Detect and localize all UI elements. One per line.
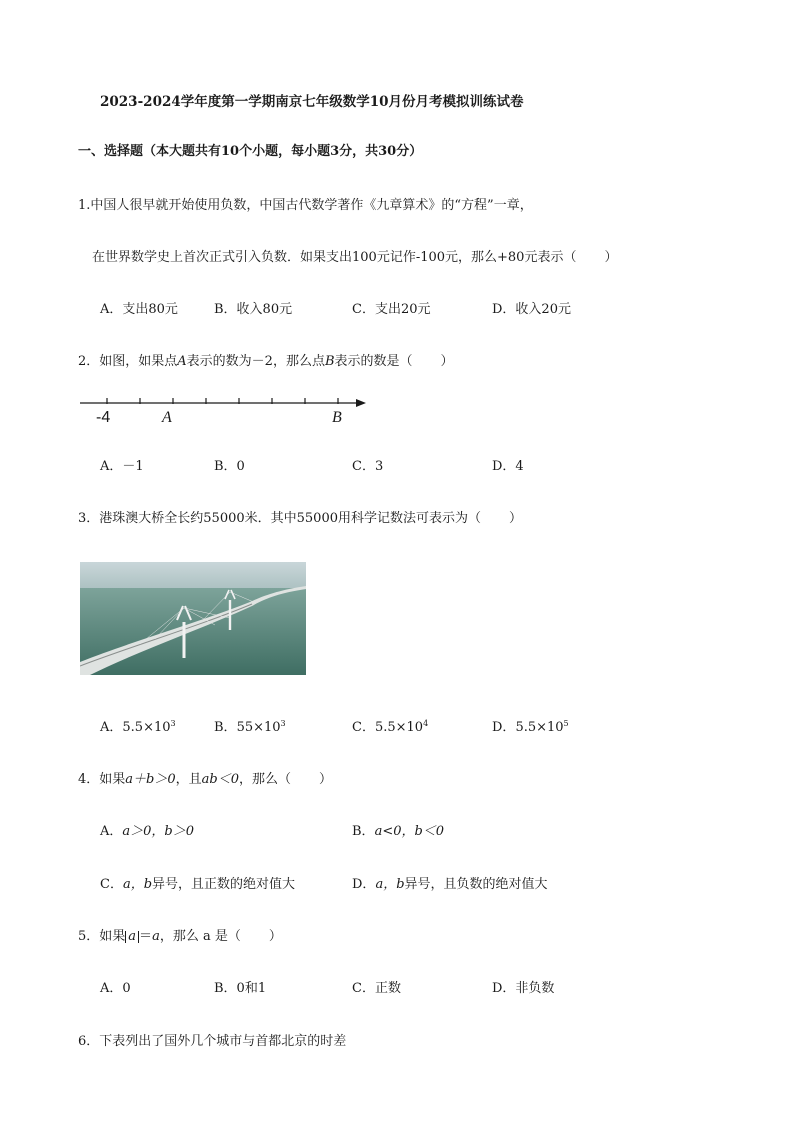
q1-line1: 1.中国人很早就开始使用负数，中国古代数学著作《九章算术》的“方程”一章， bbox=[78, 198, 533, 213]
q3-option-b bbox=[214, 716, 286, 735]
q3-option-d-exp: 5 bbox=[563, 719, 569, 728]
q2-var-a: A bbox=[177, 354, 187, 369]
q2-option-b: B．0 bbox=[214, 459, 245, 474]
q5-rhs: a bbox=[152, 929, 160, 944]
q5-tail: ，那么 a 是（ bbox=[159, 929, 241, 944]
q3-option-b-base: 55×10 bbox=[236, 720, 281, 735]
q2-mid: 表示的数为－2，那么点 bbox=[186, 354, 325, 369]
q2-var-b: B bbox=[324, 354, 335, 369]
q4-option-b bbox=[352, 820, 444, 839]
q1-line2 bbox=[92, 246, 617, 265]
numline-label-a: A bbox=[162, 409, 172, 426]
q2-stem bbox=[78, 350, 454, 369]
q5-option-b: B．0和1 bbox=[214, 981, 267, 996]
q3-option-b-exp: 3 bbox=[280, 719, 286, 728]
q4-option-d bbox=[352, 873, 548, 892]
q2-tail: 表示的数是（ bbox=[334, 354, 413, 369]
q1-line2-text: 在世界数学史上首次正式引入负数．如果支出100元记作-100元，那么+80元表示（ bbox=[92, 250, 577, 265]
q4-close-paren: ） bbox=[319, 772, 333, 787]
number-line-figure bbox=[78, 392, 378, 432]
q4-option-d-label: D． bbox=[352, 877, 376, 892]
q4-option-d-math: a，b bbox=[375, 877, 405, 892]
q1-option-a: A．支出80元 bbox=[100, 302, 178, 317]
q1-option-c: C．支出20元 bbox=[352, 302, 431, 317]
q5-option-d: D．非负数 bbox=[492, 981, 555, 996]
q4-option-a bbox=[100, 820, 194, 839]
q4-condition-sum: a＋b＞0 bbox=[125, 772, 176, 787]
q5-eq: ＝ bbox=[139, 929, 153, 944]
q5-close-paren: ） bbox=[268, 929, 282, 944]
q2-option-d: D．4 bbox=[492, 459, 524, 474]
q4-option-d-text: 异号，且负数的绝对值大 bbox=[404, 877, 548, 892]
q1-close-paren: ） bbox=[604, 250, 618, 265]
q3-option-c-base: 5.5×10 bbox=[374, 720, 424, 735]
page-title: 2023-2024学年度第一学期南京七年级数学10月份月考模拟训练试卷 bbox=[100, 94, 524, 110]
q4-option-c-text: 异号，且正数的绝对值大 bbox=[152, 877, 296, 892]
q5-abs-var: a bbox=[128, 929, 137, 944]
q3-option-d-label: D． bbox=[492, 720, 516, 735]
q3-option-d-base: 5.5×10 bbox=[515, 720, 564, 735]
section-heading: 一、选择题（本大题共有10个小题，每小题3分，共30分） bbox=[78, 144, 423, 159]
q3-stem bbox=[78, 507, 522, 526]
q4-option-c-math: a，b bbox=[122, 877, 153, 892]
q1-option-b: B．收入80元 bbox=[214, 302, 293, 317]
q4-prefix: 4．如果 bbox=[78, 772, 126, 787]
q4-option-c-label: C． bbox=[100, 877, 123, 892]
q4-tail: ，那么（ bbox=[238, 772, 291, 787]
q3-option-d bbox=[492, 716, 569, 735]
q4-mid: ，且 bbox=[175, 772, 202, 787]
q4-option-a-math: a＞0，b＞0 bbox=[122, 824, 195, 839]
q3-text: 3．港珠澳大桥全长约55000米．其中55000用科学记数法可表示为（ bbox=[78, 511, 481, 526]
q3-option-a-label: A． bbox=[100, 720, 123, 735]
q1-option-d: D．收入20元 bbox=[492, 302, 571, 317]
q3-close-paren: ） bbox=[508, 511, 522, 526]
q5-prefix: 5．如果 bbox=[78, 929, 126, 944]
q2-option-a: A．－1 bbox=[100, 459, 144, 474]
q4-option-a-label: A． bbox=[100, 824, 123, 839]
q4-condition-product: ab＜0 bbox=[201, 772, 239, 787]
q2-close-paren: ） bbox=[440, 354, 454, 369]
q4-stem bbox=[78, 768, 332, 787]
q5-option-a: A．0 bbox=[100, 981, 131, 996]
q4-option-b-math: a<0，b＜0 bbox=[374, 824, 445, 839]
numline-label-left: -4 bbox=[96, 409, 111, 426]
q3-option-a-base: 5.5×10 bbox=[122, 720, 171, 735]
q4-option-c bbox=[100, 873, 295, 892]
q3-option-c bbox=[352, 716, 428, 735]
q3-option-c-label: C． bbox=[352, 720, 375, 735]
q3-option-c-exp: 4 bbox=[423, 719, 429, 728]
numline-label-b: B bbox=[332, 409, 342, 426]
q2-option-c: C．3 bbox=[352, 459, 384, 474]
q6-stem: 6．下表列出了国外几个城市与首都北京的时差 bbox=[78, 1034, 347, 1049]
number-line-arrow bbox=[356, 399, 366, 407]
bridge-photo bbox=[80, 562, 306, 675]
q5-option-c: C．正数 bbox=[352, 981, 401, 996]
q3-option-a-exp: 3 bbox=[170, 719, 176, 728]
q3-option-a bbox=[100, 716, 176, 735]
q5-absolute-value bbox=[125, 931, 139, 943]
q4-option-b-label: B． bbox=[352, 824, 375, 839]
q2-text: 2．如图，如果点 bbox=[78, 354, 178, 369]
q3-option-b-label: B． bbox=[214, 720, 237, 735]
q5-stem bbox=[78, 925, 282, 944]
